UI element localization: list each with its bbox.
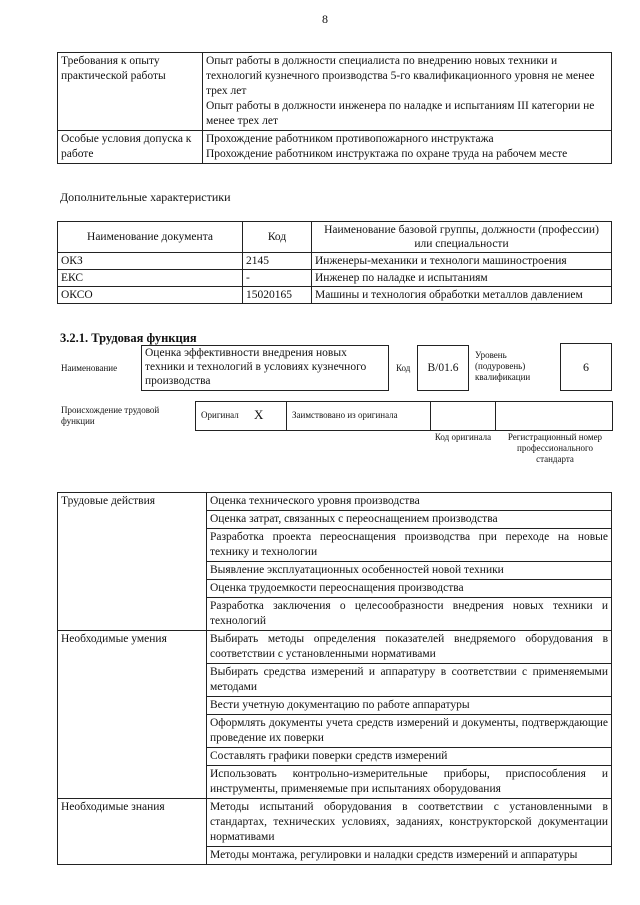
original-mark: X <box>254 407 264 422</box>
section-items <box>207 631 612 799</box>
code-value: B/01.6 <box>427 362 459 374</box>
section-items <box>207 799 612 865</box>
list-item: Разработка заключения о целесообразности внедрения новых техники и технологий <box>210 600 608 627</box>
requirement-line: Опыт работы в должности инженера по наладке и испытаниям III категории не менее трех лет <box>206 100 595 127</box>
function-name-value: Оценка эффективности внедрения новых техники и технологий в условиях кузнечного производства <box>145 347 367 387</box>
table-row <box>58 253 612 270</box>
requirement-line: Опыт работы в должности специалиста по внедрению новых техники и технологий кузнечного производства 5-го квалификационного уровня не менее трех лет <box>206 55 595 97</box>
list-item: Разработка проекта переоснащения производства при переходе на новые технику и технологии <box>207 529 611 562</box>
requirements-content <box>203 53 612 131</box>
list-item: Оценка трудоемкости переоснащения производства <box>207 580 611 598</box>
table-cell: ЕКС <box>58 270 243 287</box>
requirements-row <box>58 53 612 131</box>
origin-divider <box>286 401 287 430</box>
list-item: Оценка затрат, связанных с переоснащением производства <box>207 511 611 529</box>
borrowed-label: Заимствовано из оригинала <box>292 410 398 420</box>
requirement-line: Прохождение работником инструктажа по охране труда на рабочем месте <box>206 148 568 160</box>
table-cell: Инженеры-механики и технологи машиностроения <box>312 253 612 270</box>
additional-table <box>57 221 612 304</box>
list-item: Выбирать методы определения показателей внедряемого оборудования в соответствии с установленными нормативами <box>207 631 611 664</box>
page-number: 8 <box>322 12 328 26</box>
table-cell: Инженер по наладке и испытаниям <box>312 270 612 287</box>
col-header: Код <box>243 222 312 253</box>
code-box <box>417 345 469 391</box>
level-box <box>560 343 612 391</box>
code-orig-caption: Код оригинала <box>434 432 492 442</box>
table-row <box>58 270 612 287</box>
reg-caption: Регистрационный номер профессионального стандарта <box>507 432 603 464</box>
requirements-label: Требования к опыту практической работы <box>58 53 203 131</box>
name-label: Наименование <box>61 363 118 373</box>
section-row <box>58 493 612 631</box>
original-label: Оригинал <box>201 410 239 420</box>
table-cell: - <box>243 270 312 287</box>
list-item: Методы испытаний оборудования в соответствии с установленными в стандартах, технических условиях, заданиях, конструкторской документации нормативами <box>207 799 611 847</box>
list-item: Выбирать средства измерений и аппаратуру в соответствии с применяемыми методами <box>207 664 611 697</box>
section-label: Трудовые действия <box>58 493 207 631</box>
function-heading: 3.2.1. Трудовая функция <box>60 331 197 345</box>
list-item: Использовать контрольно-измерительные приборы, приспособления и инструменты, применяемые при испытаниях оборудования <box>210 768 608 795</box>
section-row <box>58 799 612 865</box>
section-label: Необходимые умения <box>58 631 207 799</box>
section-row <box>58 631 612 799</box>
table-cell: ОКЗ <box>58 253 243 270</box>
section-items <box>207 493 612 631</box>
function-name-box <box>141 345 389 391</box>
origin-divider <box>495 401 496 430</box>
level-value: 6 <box>583 360 589 374</box>
list-item: Составлять графики поверки средств измерений <box>207 748 611 766</box>
requirements-label: Особые условия допуска к работе <box>58 131 203 164</box>
col-header: Наименование базовой группы, должности (профессии) или специальности <box>312 222 612 253</box>
table-cell: ОКСО <box>58 287 243 304</box>
table-cell: 15020165 <box>243 287 312 304</box>
col-header: Наименование документа <box>58 222 243 253</box>
list-item: Оформлять документы учета средств измерений и документы, подтверждающие проведение их поверки <box>207 715 611 748</box>
requirements-content <box>203 131 612 164</box>
additional-heading: Дополнительные характеристики <box>60 190 231 204</box>
code-label: Код <box>396 363 411 373</box>
function-sections-table <box>57 492 612 865</box>
table-row <box>58 287 612 304</box>
origin-label: Происхождение трудовой функции <box>61 405 160 426</box>
list-item: Оценка технического уровня производства <box>207 493 611 511</box>
list-item: Выявление эксплуатационных особенностей новой техники <box>207 562 611 580</box>
level-label: Уровень (подуровень) квалификации <box>475 350 531 382</box>
additional-header-row <box>58 222 612 253</box>
origin-divider <box>430 401 431 430</box>
section-label: Необходимые знания <box>58 799 207 865</box>
requirement-line: Прохождение работником противопожарного инструктажа <box>206 133 494 145</box>
list-item: Вести учетную документацию по работе аппаратуры <box>207 697 611 715</box>
table-cell: 2145 <box>243 253 312 270</box>
requirements-table <box>57 52 612 164</box>
list-item: Методы монтажа, регулировки и наладки средств измерений и аппаратуры <box>210 849 578 861</box>
table-cell: Машины и технология обработки металлов давлением <box>312 287 612 304</box>
requirements-row <box>58 131 612 164</box>
